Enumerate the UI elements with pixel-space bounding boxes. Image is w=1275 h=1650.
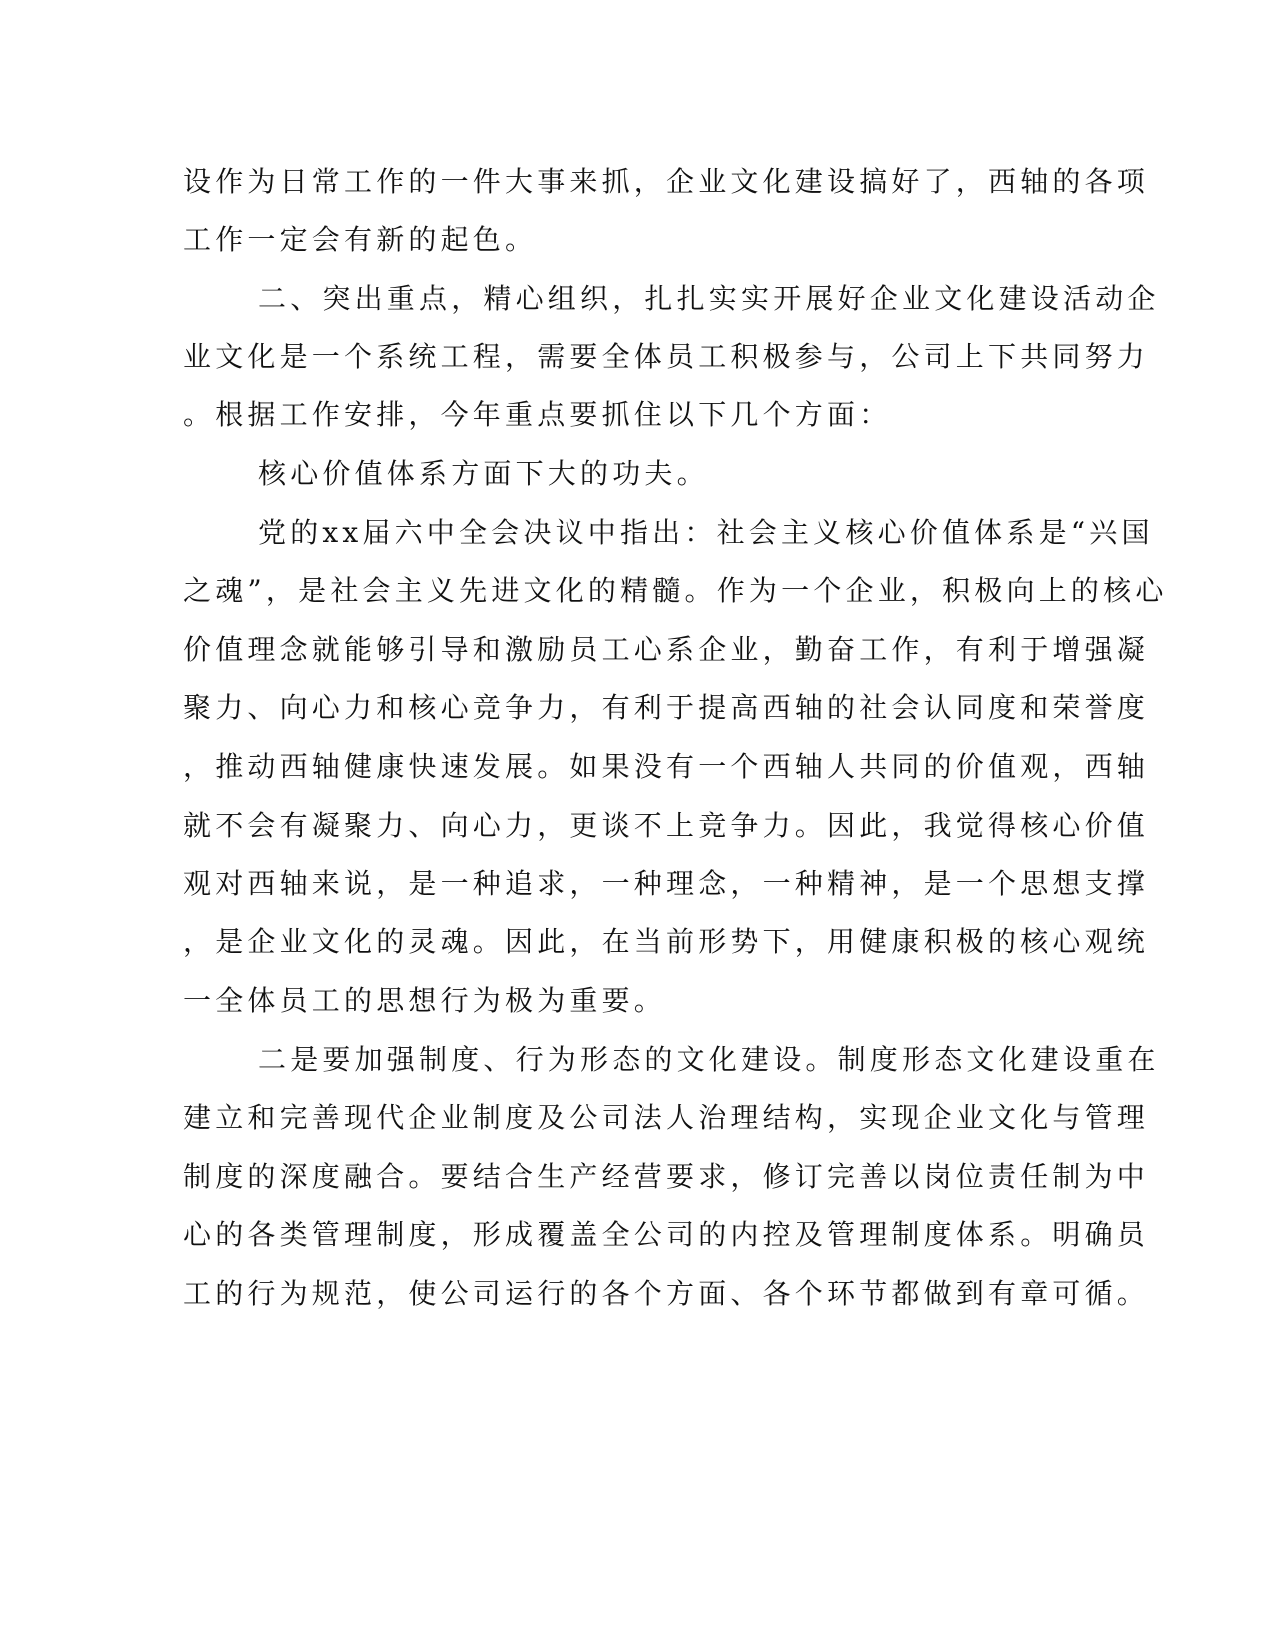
text-line: 价值理念就能够引导和激励员工心系企业，勤奋工作，有利于增强凝 xyxy=(183,633,1150,666)
text-line: 制度的深度融合。要结合生产经营要求，修订完善以岗位责任制为中 xyxy=(183,1160,1150,1193)
text-line: 观对西轴来说，是一种追求，一种理念，一种精神，是一个思想支撑 xyxy=(183,867,1150,900)
paragraph-heading: 核心价值体系方面下大的功夫。 xyxy=(258,457,709,490)
text-line: 。根据工作安排，今年重点要抓住以下几个方面： xyxy=(183,398,892,431)
text-line: 一全体员工的思想行为极为重要。 xyxy=(183,984,667,1017)
text-line: 建立和完善现代企业制度及公司法人治理结构，实现企业文化与管理 xyxy=(183,1101,1150,1134)
text-line: 党的xx届六中全会决议中指出：社会主义核心价值体系是“兴国 xyxy=(258,516,1154,549)
text-line: 就不会有凝聚力、向心力，更谈不上竞争力。因此，我觉得核心价值 xyxy=(183,809,1150,842)
text-line: 业文化是一个系统工程，需要全体员工积极参与，公司上下共同努力 xyxy=(183,340,1150,373)
text-line: ，推动西轴健康快速发展。如果没有一个西轴人共同的价值观，西轴 xyxy=(183,750,1150,783)
text-line: ，是企业文化的灵魂。因此，在当前形势下，用健康积极的核心观统 xyxy=(183,925,1150,958)
paragraph-heading: 二是要加强制度、行为形态的文化建设。制度形态文化建设重在 xyxy=(258,1043,1160,1076)
paragraph-heading: 二、突出重点，精心组织，扎扎实实开展好企业文化建设活动企 xyxy=(258,282,1160,315)
text-line: 心的各类管理制度，形成覆盖全公司的内控及管理制度体系。明确员 xyxy=(183,1218,1150,1251)
text-line: 工作一定会有新的起色。 xyxy=(183,223,538,256)
text-line: 聚力、向心力和核心竞争力，有利于提高西轴的社会认同度和荣誉度 xyxy=(183,691,1150,724)
text-line: 设作为日常工作的一件大事来抓，企业文化建设搞好了，西轴的各项 xyxy=(183,165,1150,198)
text-line: 之魂”，是社会主义先进文化的精髓。作为一个企业，积极向上的核心 xyxy=(183,574,1168,607)
text-line: 工的行为规范，使公司运行的各个方面、各个环节都做到有章可循。 xyxy=(183,1277,1150,1310)
